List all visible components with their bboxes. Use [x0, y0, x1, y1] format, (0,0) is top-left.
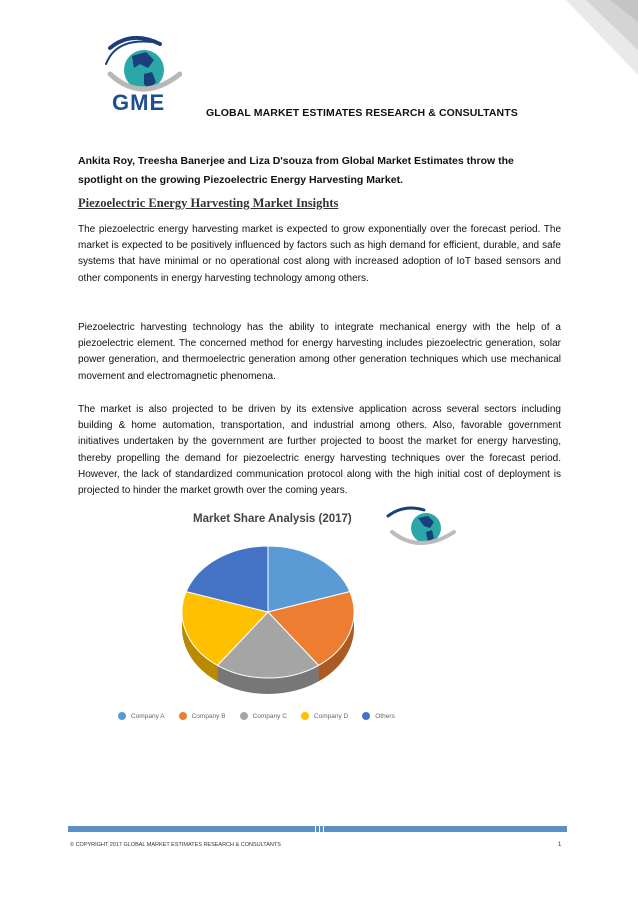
legend-item — [362, 712, 395, 720]
intro-text: Ankita Roy, Treesha Banerjee and Liza D'souza from Global Market Estimates throw the spotlight on the growing Piezoelectric Energy Harvesting Market. — [78, 155, 514, 186]
legend-item — [118, 712, 165, 720]
section-title: Piezoelectric Energy Harvesting Market Insights — [78, 196, 339, 210]
legend-label: Company C — [252, 712, 287, 720]
legend-swatch — [179, 712, 187, 720]
legend-swatch — [301, 712, 309, 720]
legend-label: Company A — [131, 712, 165, 720]
corner-decoration — [528, 0, 638, 75]
legend-item — [179, 712, 226, 720]
legend-item — [240, 712, 287, 720]
legend-label: Others — [375, 712, 395, 720]
chart-legend — [118, 712, 395, 720]
chart-globe-logo-icon — [384, 504, 458, 554]
company-name: GLOBAL MARKET ESTIMATES RESEARCH & CONSULTANTS — [206, 107, 518, 119]
legend-label: Company B — [191, 712, 226, 720]
page-number: 1 — [558, 842, 562, 848]
chart-title: Market Share Analysis (2017) — [193, 513, 352, 525]
legend-label: Company D — [313, 712, 349, 720]
legend-item — [301, 712, 348, 720]
paragraph-1: The piezoelectric energy harvesting market is expected to grow exponentially over the forecast period. The market is expected to be positively influenced by factors such as high demand for efficient, durable, and safe systems that have minimal or no operational cost along with increased adoption of IoT based sensors and other components in energy harvesting technology among others. — [78, 224, 561, 284]
paragraph-3: The market is also projected to be driven by its extensive application across several sectors including building & home automation, transportation, and industrial among others. Also, favorable government initiatives undertaken by the government are further projected to boost the market for energy harvesting, thereby propelling the demand for piezoelectric energy harvesting techniques over the forecast period. However, the lack of standardized communication protocol along with the high initial cost of deployment is projected to hinder the market growth over the coming years. — [78, 404, 561, 497]
footer-copyright: © COPYRIGHT 2017 GLOBAL MARKET ESTIMATES RESEARCH & CONSULTANTS — [70, 842, 281, 848]
legend-swatch — [240, 712, 248, 720]
logo-text: GME — [112, 90, 166, 115]
legend-swatch — [362, 712, 370, 720]
legend-swatch — [118, 712, 126, 720]
paragraph-2: Piezoelectric harvesting technology has the ability to integrate mechanical energy with the help of a piezoelectric element. The concerned method for energy harvesting includes piezoelectric generation, solar power generation, and thermoelectric generation among other generation techniques which use mechanical movement and electromagnetic phenomena. — [78, 322, 561, 382]
footer-bar-marks — [312, 826, 326, 832]
